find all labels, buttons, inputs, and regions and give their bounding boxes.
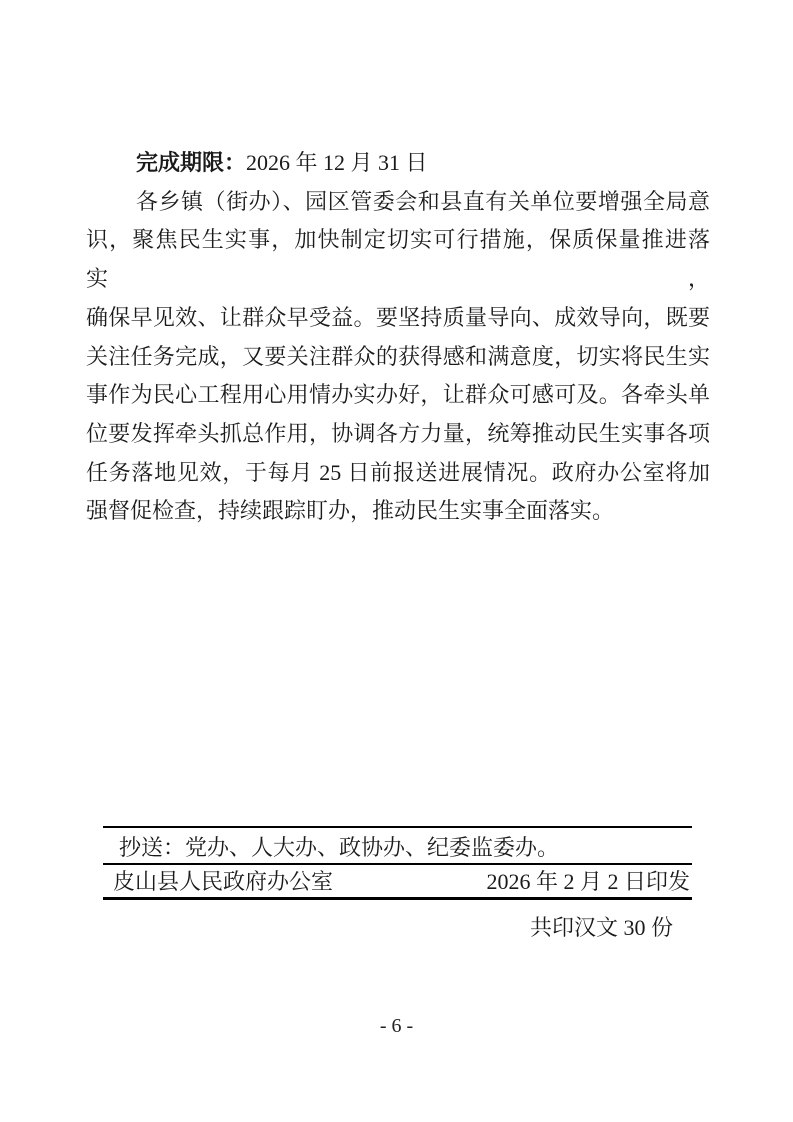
paragraph-line: 各乡镇（街办）、园区管委会和县直有关单位要增强全局意	[136, 188, 710, 214]
paragraph-line: 关注任务完成，又要关注群众的获得感和满意度，切实将民生实	[86, 343, 710, 369]
page-number: - 6 -	[379, 1015, 414, 1037]
print-count: 共印汉文 30 份	[529, 914, 673, 940]
issuing-office: 皮山县人民政府办公室	[113, 869, 334, 894]
deadline-label: 完成期限：	[136, 150, 247, 175]
version-note-block	[103, 826, 692, 952]
paragraph-line: 确保早见效、让群众早受益。要坚持质量导向、成效导向，既要	[86, 304, 710, 330]
paragraph-line: 识，聚焦民生实事，加快制定切实可行措施，保质保量推进落实，	[86, 227, 710, 292]
copy-to-text: 抄送：党办、人大办、政协办、纪委监委办。	[119, 835, 560, 860]
deadline-heading	[86, 144, 710, 183]
deadline-value: 2026 年 12 月 31 日	[246, 150, 428, 175]
paragraph-line: 事作为民心工程用心用情办实办好，让群众可感可及。各牵头单	[86, 382, 710, 408]
print-count-row	[103, 900, 692, 952]
document-body	[86, 144, 710, 531]
paragraph-line: 任务落地见效，于每月 25 日前报送进展情况。政府办公室将加	[86, 459, 710, 485]
issuer-row	[103, 865, 692, 900]
copy-to-row	[103, 828, 692, 865]
print-date: 2026 年 2 月 2 日印发	[486, 869, 690, 894]
paragraph-line: 位要发挥牵头抓总作用，协调各方力量，统筹推动民生实事各项	[86, 420, 710, 446]
paragraph-line: 强督促检查，持续跟踪盯办，推动民生实事全面落实。	[86, 498, 615, 524]
